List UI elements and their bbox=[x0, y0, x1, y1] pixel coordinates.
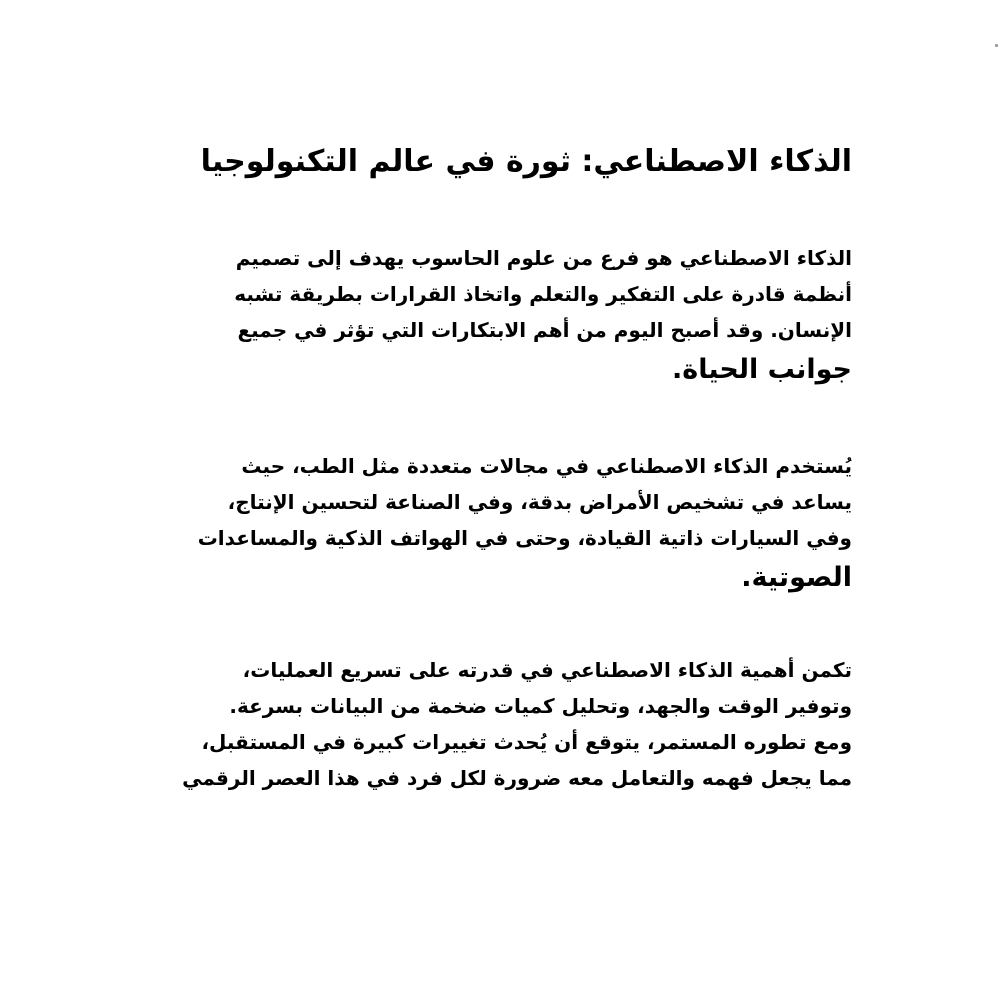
paragraph-line: مما يجعل فهمه والتعامل معه ضرورة لكل فرد في هذا العصر الرقمي bbox=[182, 766, 852, 790]
paragraph-importance bbox=[182, 652, 852, 796]
paragraph-line: الذكاء الاصطناعي هو فرع من علوم الحاسوب يهدف إلى تصميم bbox=[235, 246, 852, 270]
scroll-indicator-speck bbox=[995, 44, 998, 47]
paragraph-line: وتوفير الوقت والجهد، وتحليل كميات ضخمة من البيانات بسرعة. bbox=[229, 694, 852, 718]
article bbox=[130, 130, 852, 790]
paragraph-intro bbox=[234, 240, 852, 392]
paragraph-line: أنظمة قادرة على التفكير والتعلم واتخاذ القرارات بطريقة تشبه bbox=[234, 282, 852, 306]
paragraph-line: الصوتية. bbox=[741, 562, 852, 593]
paragraph-line: تكمن أهمية الذكاء الاصطناعي في قدرته على تسريع العمليات، bbox=[242, 658, 852, 682]
paragraph-line: وفي السيارات ذاتية القيادة، وحتى في الهواتف الذكية والمساعدات bbox=[197, 526, 852, 550]
paragraph-line: يُستخدم الذكاء الاصطناعي في مجالات متعددة مثل الطب، حيث bbox=[241, 454, 852, 478]
paragraph-line: ومع تطوره المستمر، يتوقع أن يُحدث تغييرات كبيرة في المستقبل، bbox=[201, 730, 852, 754]
paragraph-line: يساعد في تشخيص الأمراض بدقة، وفي الصناعة لتحسين الإنتاج، bbox=[227, 490, 852, 514]
paragraph-line: جوانب الحياة. bbox=[672, 354, 852, 385]
paragraph-line: الإنسان. وقد أصبح اليوم من أهم الابتكارات التي تؤثر في جميع bbox=[237, 318, 852, 342]
paragraph-applications bbox=[198, 448, 852, 600]
article-title: الذكاء الاصطناعي: ثورة في عالم التكنولوجيا bbox=[200, 144, 852, 179]
